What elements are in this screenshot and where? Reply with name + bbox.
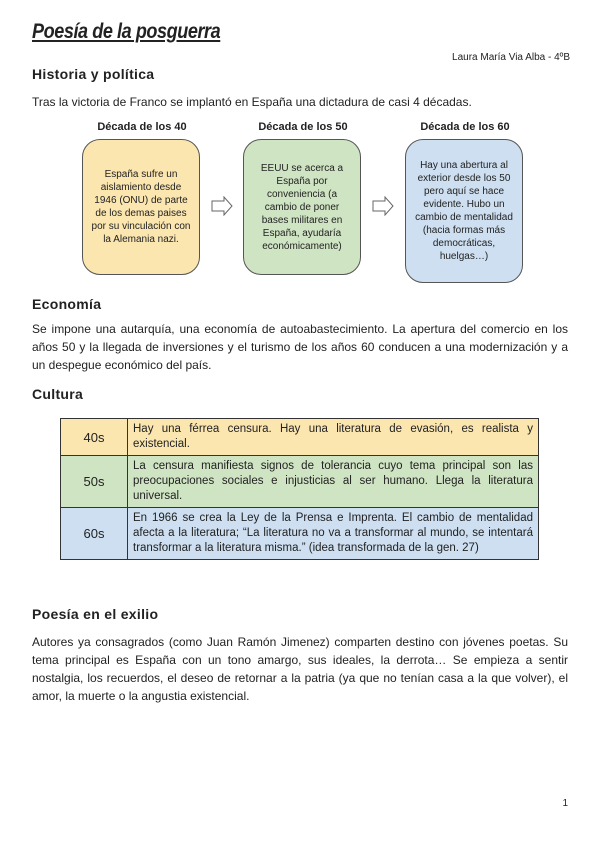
decade-50-box (243, 139, 361, 275)
arrow-right-icon (211, 196, 233, 216)
decade-50-text: EEUU se acerca a España por conveniencia (a cambio de poner bases militares en España, ayudaría económicamente) (260, 162, 344, 252)
cultura-table (60, 418, 539, 560)
page-title: Poesía de la posguerra (32, 20, 221, 43)
heading-economia: Economía (32, 296, 102, 312)
decade-60-title: Década de los 60 (420, 121, 510, 133)
decade-40-text: España sufre un aislamiento desde 1946 (ONU) de parte de los demas paises por su vinculación con la Alemania nazi. (91, 169, 191, 245)
page-number: 1 (562, 798, 568, 809)
economia-text: Se impone una autarquía, una economía de autoabastecimiento. La apertura del comercio en los años 50 y la llegada de inversiones y el turismo de los años 60 conducen a una modernización y a un despegue económico del país. (32, 322, 568, 372)
author-line: Laura María Via Alba - 4ºB (452, 52, 570, 63)
row-label: 60s (61, 508, 128, 560)
row-text: La censura manifiesta signos de tolerancia cuyo tema principal son las preocupaciones sociales e injusticias al ser humano. Llega la literatura universal. (128, 456, 539, 508)
decade-60-text: Hay una abertura al exterior desde los 50 pero aquí se hace evidente. Hubo un cambio de mentalidad (hacia formas más democráticas, huelgas…) (415, 160, 513, 262)
table-row (61, 456, 539, 508)
row-label: 50s (61, 456, 128, 508)
decade-50-title: Década de los 50 (258, 121, 348, 133)
decade-40-box (82, 139, 200, 275)
row-text: En 1966 se crea la Ley de la Prensa e Imprenta. El cambio de mentalidad afecta a la literatura; “La literatura no va a transformar al mundo, se intentará transformar a la literatura misma.” (idea transformada de la gen. 27) (128, 508, 539, 560)
decade-60-box (405, 139, 523, 283)
heading-cultura: Cultura (32, 386, 84, 402)
table-row (61, 508, 539, 560)
exilio-text: Autores ya consagrados (como Juan Ramón Jimenez) comparten destino con jóvenes poetas. Su tema principal es España con un tono amargo, sus ideales, la derrota… Se empieza a sentir nostalgia, los recuerdos, el deseo de retornar a la patria (ya que no tenían casa a la que volver), el amor, la muerte o la angustia existencial. (32, 635, 568, 703)
row-text: Hay una férrea censura. Hay una literatura de evasión, es realista y existencial. (128, 419, 539, 456)
table-row (61, 419, 539, 456)
heading-exilio: Poesía en el exilio (32, 606, 159, 622)
decade-40-title: Década de los 40 (97, 121, 187, 133)
arrow-right-icon (372, 196, 394, 216)
historia-intro: Tras la victoria de Franco se implantó en España una dictadura de casi 4 décadas. (32, 95, 472, 109)
heading-historia: Historia y política (32, 66, 155, 82)
row-label: 40s (61, 419, 128, 456)
